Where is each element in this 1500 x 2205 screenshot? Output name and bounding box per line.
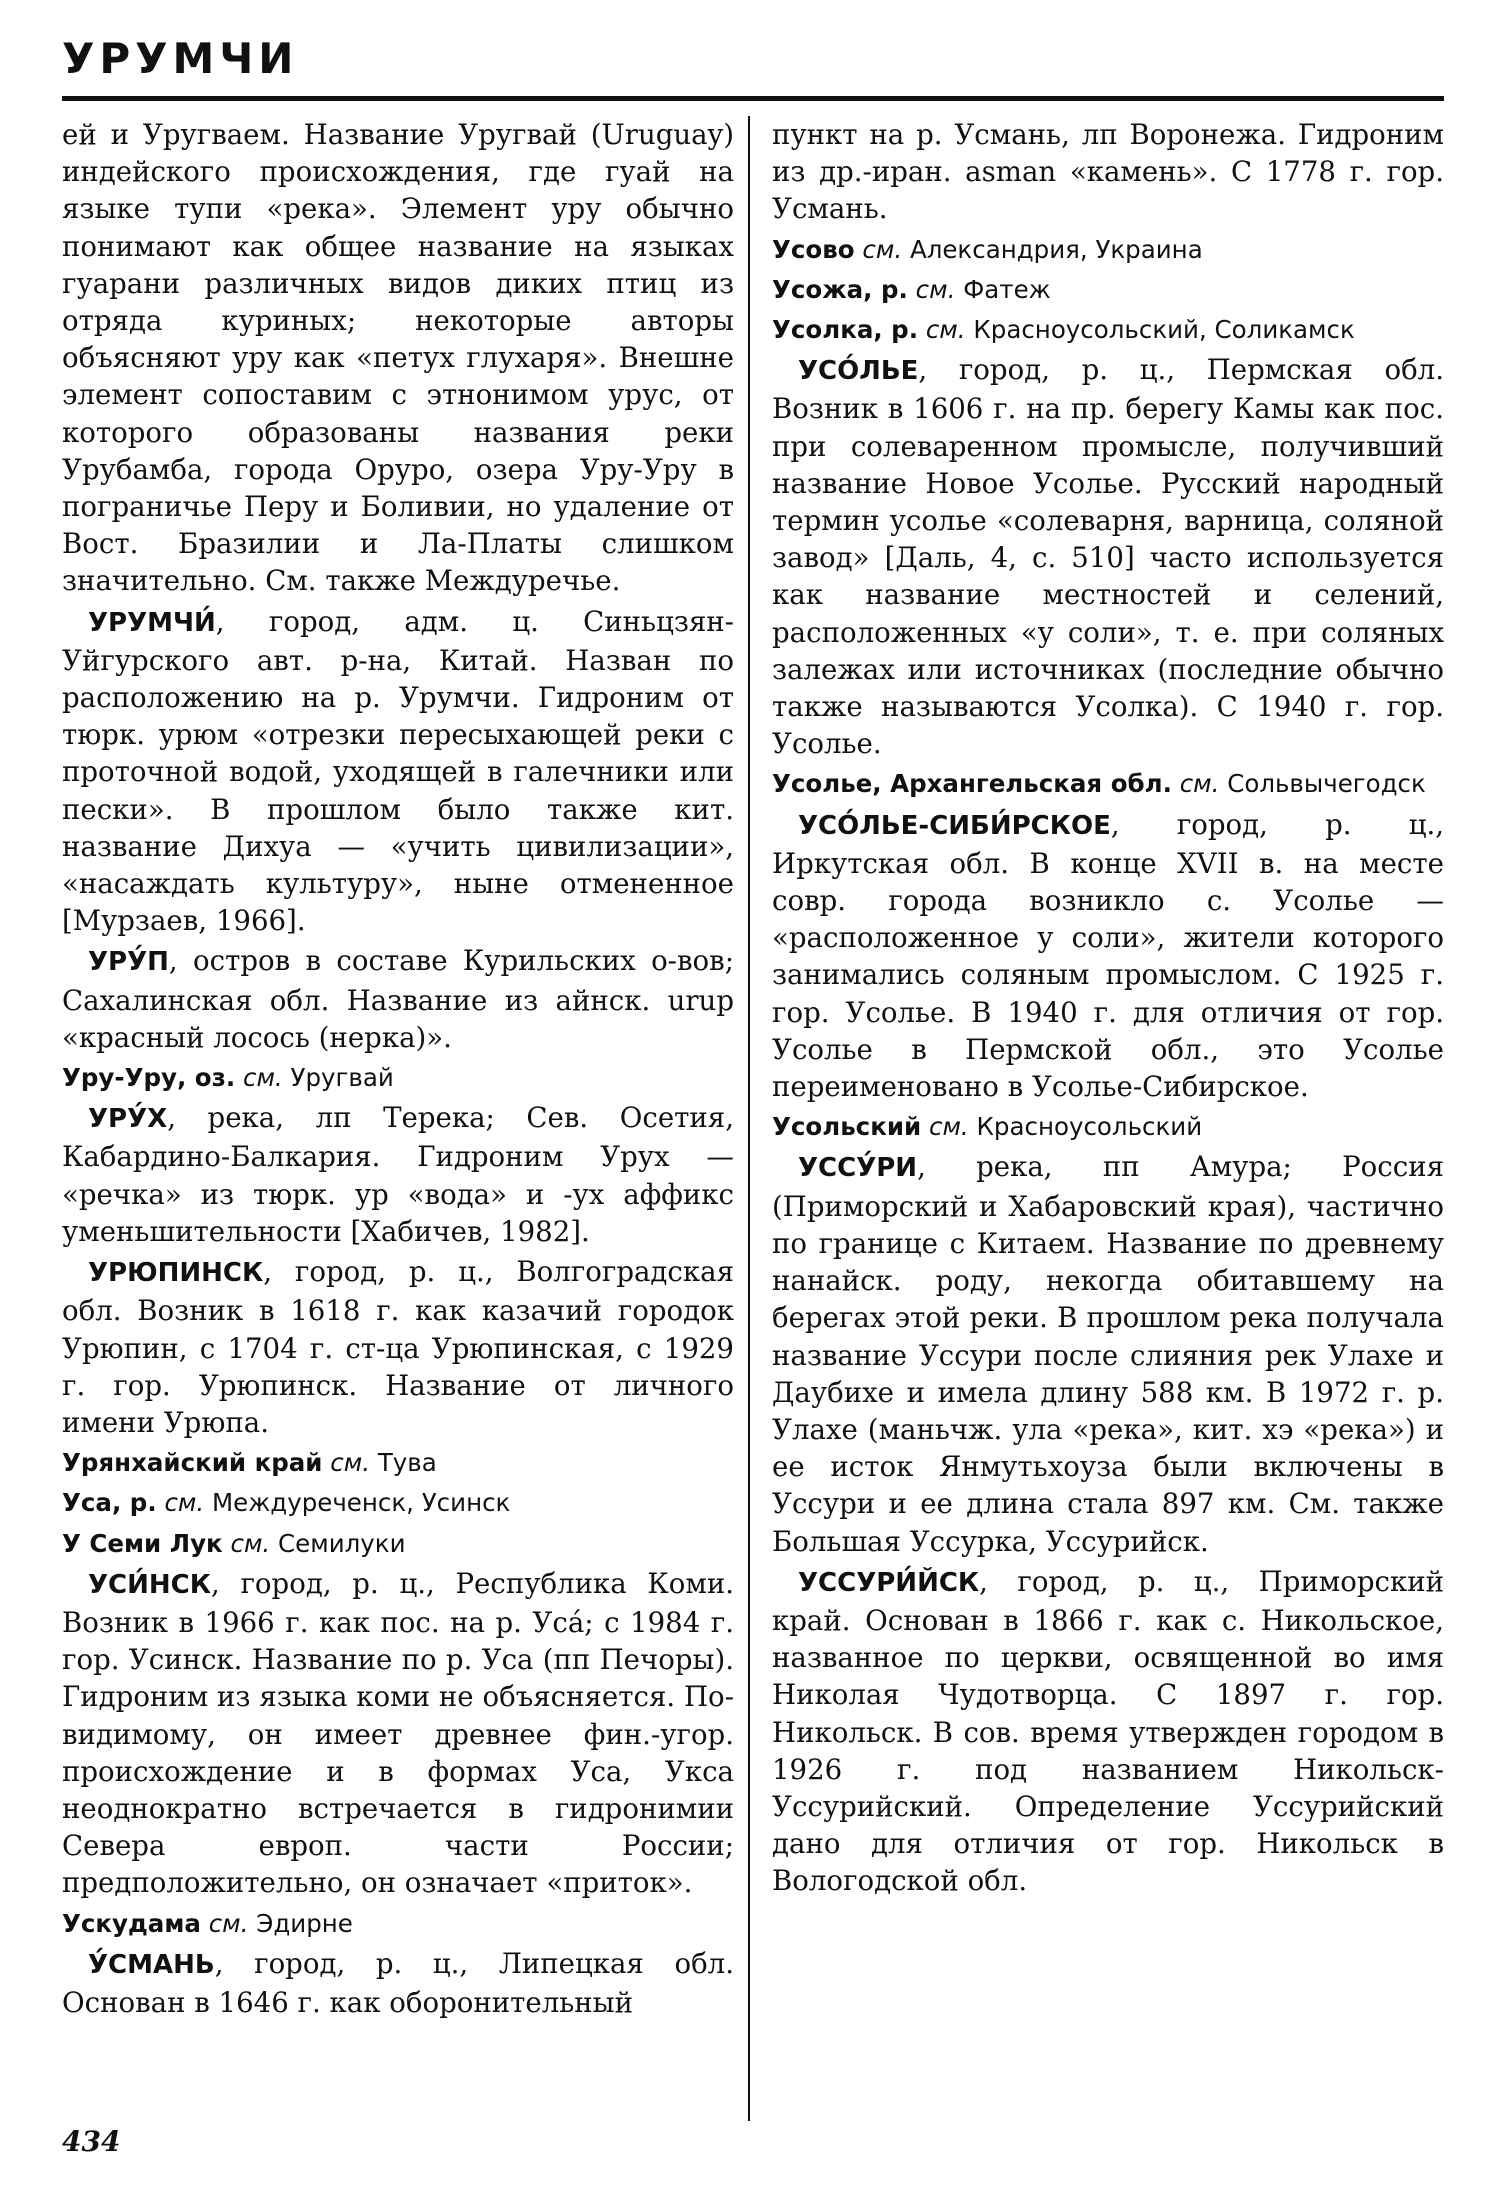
entry-continuation — [772, 116, 1444, 228]
see-marker: см. — [1179, 769, 1220, 799]
entry-continuation — [62, 116, 734, 600]
cross-reference-headword: Урянхайский край — [62, 1448, 323, 1478]
page-number: 434 — [62, 2125, 121, 2158]
entry-headword: УСИ́НСК — [88, 1569, 211, 1600]
cross-reference-target: Красноусольский, Соликамск — [973, 315, 1355, 345]
see-marker: см. — [925, 315, 966, 345]
see-marker: см. — [330, 1448, 371, 1478]
cross-reference — [62, 1444, 734, 1481]
entry-headword: УСО́ЛЬЕ-СИБИ́РСКОЕ — [798, 810, 1111, 841]
entry-text: , город, р. ц., Волгоградская обл. Возник в 1618 г. как казачий городок Урюпин, с 1704 г. ст-ца Урюпинская, с 1929 г. гор. Урюпинск. Название от личного имени Урюпа. — [62, 1255, 734, 1439]
header-rule — [62, 96, 1444, 101]
see-marker: см. — [928, 1112, 969, 1142]
entry-text: , город, р. ц., Республика Коми. Возник в 1966 г. как пос. на р. Уса́; с 1984 г. гор. Усинск. Название по р. Уса (пп Печоры). Гидроним из языка коми не объясняется. По-видимому, он имеет древнее фин.-угор. происхождение и в формах Уса, Укса неоднократно встречается в гидронимии Севера европ. части России; предположительно, он означает «приток». — [62, 1566, 734, 1900]
entry-headword: УССУ́РИ — [798, 1153, 918, 1184]
cross-reference-headword: Ускудама — [62, 1908, 201, 1938]
see-marker: см. — [164, 1488, 205, 1518]
dictionary-entry — [62, 1565, 734, 1902]
see-marker: см. — [230, 1528, 271, 1558]
entry-text: , город, р. ц., Липецкая обл. Основан в 1646 г. как оборонительный — [62, 1946, 734, 2019]
dictionary-entry — [772, 806, 1444, 1106]
cross-reference-target: Красноусольский — [976, 1112, 1203, 1142]
cross-reference — [772, 765, 1444, 802]
entry-text: , город, р. ц., Пермская обл. Возник в 1606 г. на пр. берегу Камы как пос. при солеваренном промысле, получивший название Новое Усолье. Русский народный термин усолье «солеварня, варница, соляной завод» [Даль, 4, с. 510] часто используется как название местностей и селений, расположенных «у соли», т. е. при соляных залежах или источниках (последние обычно также называются Усолка). С 1940 г. гор. Усолье. — [772, 353, 1444, 761]
cross-reference — [772, 271, 1444, 308]
entry-text: , река, пп Амура; Россия (Приморский и Хабаровский края), частично по границе с Китаем. Название по древнему нанайск. роду, некогда обитавшему на берегах этой реки. В прошлом река получала название Уссури после слияния рек Улахе и Даубихе и имела длину 588 км. В 1972 г. р. Улахе (маньчж. ула «река», кит. хэ «река») и ее исток Янмутьхоуза были включены в Уссури и ее длина стала 897 км. См. также Большая Уссурка, Уссурийск. — [772, 1150, 1444, 1558]
cross-reference — [62, 1059, 734, 1096]
see-marker: см. — [862, 234, 903, 264]
cross-reference — [62, 1484, 734, 1521]
entry-headword: УСО́ЛЬЕ — [798, 356, 919, 387]
see-marker: см. — [915, 274, 956, 304]
dictionary-entry — [772, 351, 1444, 762]
dictionary-entry — [772, 1148, 1444, 1559]
dictionary-entry — [62, 1099, 734, 1250]
column-divider — [748, 116, 750, 2121]
cross-reference-target: Тува — [377, 1448, 437, 1478]
cross-reference-headword: Усолье, Архангельская обл. — [772, 769, 1172, 799]
cross-reference-target: Фатеж — [963, 274, 1051, 304]
entry-headword: УРУ́Х — [88, 1104, 168, 1135]
see-marker: см. — [242, 1063, 283, 1093]
dictionary-entry — [62, 603, 734, 940]
right-column — [772, 116, 1444, 1903]
left-column — [62, 116, 734, 2024]
dictionary-entry — [62, 1945, 734, 2021]
entry-text: , город, адм. ц. Синьцзян-Уйгурского авт. р-на, Китай. Назван по расположению на р. Урумчи. Гидроним от тюрк. урюм «отрезки пересыхающей реки с проточной водой, уходящей в галечники или пески». В прошлом было также кит. название Дихуа — «учить цивилизации», «насаждать культуру», ныне отмененное [Мурзаев, 1966]. — [62, 604, 734, 938]
entry-headword: УРУ́П — [88, 947, 169, 978]
cross-reference-target: Уругвай — [290, 1063, 394, 1093]
dictionary-entry — [772, 1563, 1444, 1900]
cross-reference-target: Эдирне — [256, 1908, 353, 1938]
cross-reference-target: Семилуки — [278, 1528, 406, 1558]
cross-reference-target: Сольвычегодск — [1227, 769, 1426, 799]
entry-headword: УРЮПИНСК — [88, 1258, 264, 1289]
entry-headword: УРУМЧИ́ — [88, 607, 216, 638]
cross-reference — [772, 311, 1444, 348]
cross-reference-headword: Усольский — [772, 1112, 922, 1142]
running-head: УРУМЧИ — [62, 34, 299, 83]
cross-reference-target: Александрия, Украина — [909, 234, 1203, 264]
cross-reference-target: Междуреченск, Усинск — [211, 1488, 511, 1518]
entry-text: , город, р. ц., Приморский край. Основан в 1866 г. как с. Никольское, названное по церкви, освященной во имя Николая Чудотворца. С 1897 г. гор. Никольск. В сов. время утвержден городом в 1926 г. под названием Никольск-Уссурийский. Определение Уссурийский дано для отличия от гор. Никольск в Вологодской обл. — [772, 1564, 1444, 1898]
cross-reference — [772, 231, 1444, 268]
cross-reference-headword: Усолка, р. — [772, 315, 919, 345]
cross-reference-headword: Уру-Уру, оз. — [62, 1063, 236, 1093]
entry-text: ей и Уругваем. Название Уругвай (Uruguay) индейского происхождения, где гуай на языке тупи «река». Элемент уру обычно понимают как общее название на языках гуарани различных видов диких птиц из отряда куриных; некоторые авторы объясняют уру как «петух глухаря». Внешне элемент сопоставим с этнонимом урус, от которого образованы названия реки Урубамба, города Оруро, озера Уру-Уру в пограничье Перу и Боливии, но удаление от Вост. Бразилии и Ла-Платы слишком значительно. См. также Междуречье. — [62, 118, 734, 598]
cross-reference — [62, 1525, 734, 1562]
cross-reference-headword: Усово — [772, 234, 855, 264]
cross-reference — [62, 1905, 734, 1942]
cross-reference-headword: У Семи Лук — [62, 1528, 223, 1558]
entry-headword: УССУРИ́ЙСК — [798, 1567, 980, 1598]
see-marker: см. — [208, 1908, 249, 1938]
dictionary-entry — [62, 1253, 734, 1441]
cross-reference-headword: Уса, р. — [62, 1488, 157, 1518]
entry-text: пункт на р. Усмань, лп Воронежа. Гидроним из др.-иран. asman «камень». С 1778 г. гор. Усмань. — [772, 118, 1444, 226]
entry-text: , остров в составе Курильских о-вов; Сахалинская обл. Название из айнск. urup «красный лосось (нерка)». — [62, 944, 734, 1054]
entry-text: , река, лп Терека; Сев. Осетия, Кабардино-Балкария. Гидроним Урух — «речка» из тюрк. ур «вода» и -ух аффикс уменьшительности [Хабичев, 1982]. — [62, 1101, 734, 1248]
entry-headword: У́СМАНЬ — [88, 1949, 215, 1980]
dictionary-entry — [62, 942, 734, 1056]
entry-text: , город, р. ц., Иркутская обл. В конце XVII в. на месте совр. города возникло с. Усолье — «расположенное у соли», жители которого занимались соляным промыслом. С 1925 г. гор. Усолье. В 1940 г. для отличия от гор. Усолье в Пермской обл., это Усолье переименовано в Усолье-Сибирское. — [772, 807, 1444, 1104]
cross-reference-headword: Усожа, р. — [772, 274, 908, 304]
cross-reference — [772, 1108, 1444, 1145]
